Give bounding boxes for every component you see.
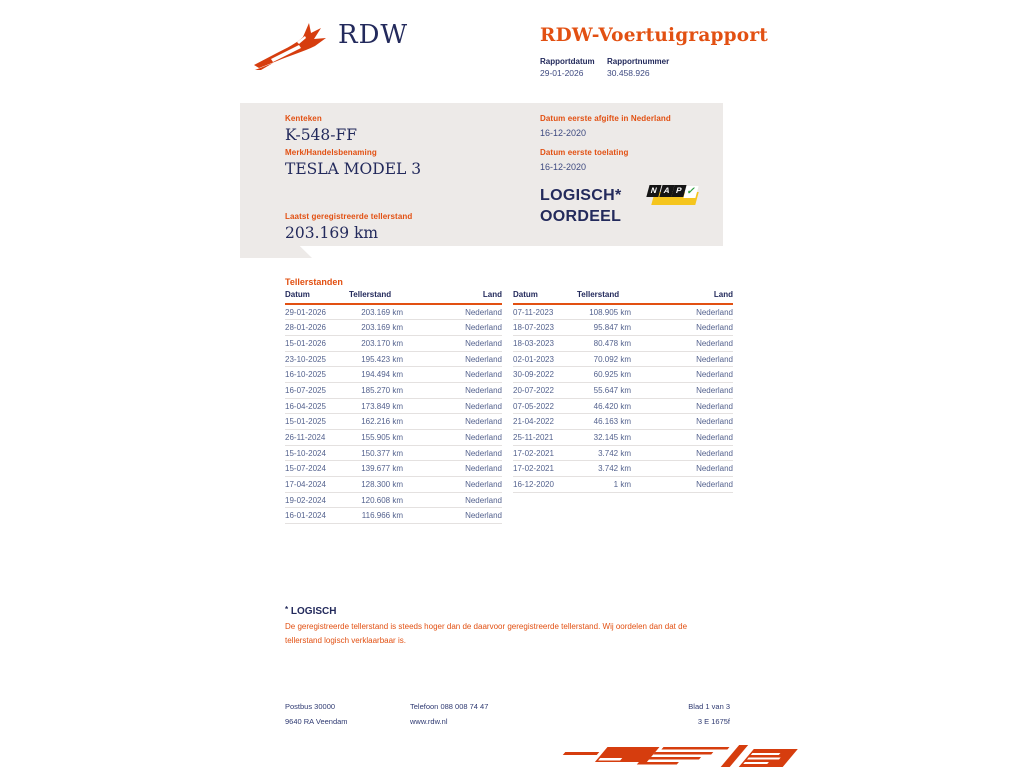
kenteken-label: Kenteken: [285, 114, 322, 123]
table-row: [513, 398, 733, 414]
table-row: [285, 414, 502, 430]
cell-tellerstand: 55.647 km: [577, 382, 669, 398]
cell-land: Nederland: [669, 414, 733, 430]
merk-label: Merk/Handelsbenaming: [285, 148, 377, 157]
footnote-text: De geregistreerde tellerstand is steeds hoger dan de daarvoor geregistreerde tellerstand. Wij oordelen dan dat de tellerstand logisch verklaarbaar is.: [285, 622, 688, 645]
report-date-value: 29-01-2026: [540, 68, 584, 78]
footer-page-info: [530, 699, 730, 729]
cell-land: Nederland: [669, 445, 733, 461]
cell-land: Nederland: [441, 367, 502, 383]
cell-tellerstand: 46.420 km: [577, 398, 669, 414]
cell-land: Nederland: [441, 461, 502, 477]
table-row: [285, 351, 502, 367]
cell-datum: 29-01-2026: [285, 304, 349, 320]
cell-tellerstand: 3.742 km: [577, 461, 669, 477]
footnote-title: [285, 605, 336, 617]
cell-tellerstand: 46.163 km: [577, 414, 669, 430]
cell-land: Nederland: [669, 367, 733, 383]
nap-letter-a: A: [659, 185, 674, 197]
cell-land: Nederland: [669, 304, 733, 320]
cell-tellerstand: 203.169 km: [349, 304, 441, 320]
cell-datum: 19-02-2024: [285, 492, 349, 508]
cell-land: Nederland: [441, 445, 502, 461]
table-row: [513, 335, 733, 351]
cell-datum: 18-03-2023: [513, 335, 577, 351]
table-row: [285, 445, 502, 461]
footnote-title-text: LOGISCH: [290, 606, 337, 617]
cell-datum: 20-07-2022: [513, 382, 577, 398]
cell-datum: 15-07-2024: [285, 461, 349, 477]
cell-datum: 17-02-2021: [513, 445, 577, 461]
cell-datum: 15-10-2024: [285, 445, 349, 461]
cell-land: Nederland: [441, 508, 502, 524]
cell-land: Nederland: [441, 492, 502, 508]
merk-value: TESLA MODEL 3: [285, 160, 422, 178]
cell-land: Nederland: [441, 430, 502, 446]
rdw-wing-logo: [253, 18, 335, 70]
cell-land: Nederland: [669, 477, 733, 493]
table-row: [285, 461, 502, 477]
table-row: [285, 398, 502, 414]
table-row: [285, 304, 502, 320]
eerste-afgifte-value: 16-12-2020: [540, 128, 587, 138]
cell-land: Nederland: [669, 461, 733, 477]
table-row: [285, 320, 502, 336]
footer-contact: [410, 699, 488, 729]
oordeel-line2: OORDEEL: [540, 208, 622, 225]
column-header-land: Land: [441, 290, 502, 304]
table-row: [513, 477, 733, 493]
cell-land: Nederland: [441, 398, 502, 414]
column-header-datum: Datum: [285, 290, 349, 304]
table-row: [285, 492, 502, 508]
table-row: [513, 351, 733, 367]
footer-address: [285, 699, 348, 729]
cell-tellerstand: 95.847 km: [577, 320, 669, 336]
cell-land: Nederland: [441, 335, 502, 351]
footer-address-line1: Postbus 30000: [285, 702, 336, 711]
cell-datum: 23-10-2025: [285, 351, 349, 367]
cell-tellerstand: 128.300 km: [349, 477, 441, 493]
cell-datum: 02-01-2023: [513, 351, 577, 367]
footer-website-link[interactable]: www.rdw.nl: [410, 717, 448, 726]
cell-datum: 15-01-2025: [285, 414, 349, 430]
cell-datum: 16-10-2025: [285, 367, 349, 383]
cell-datum: 07-05-2022: [513, 398, 577, 414]
cell-datum: 25-11-2021: [513, 430, 577, 446]
cell-tellerstand: 1 km: [577, 477, 669, 493]
table-row: [513, 461, 733, 477]
cell-tellerstand: 162.216 km: [349, 414, 441, 430]
cell-land: Nederland: [441, 320, 502, 336]
mileage-table-left: [285, 290, 502, 524]
cell-tellerstand: 195.423 km: [349, 351, 441, 367]
cell-datum: 26-11-2024: [285, 430, 349, 446]
table-row: [513, 430, 733, 446]
nap-logo: [646, 183, 700, 209]
cell-land: Nederland: [669, 398, 733, 414]
page-title: RDW-Voertuigrapport: [540, 25, 769, 46]
cell-tellerstand: 32.145 km: [577, 430, 669, 446]
cell-datum: 16-01-2024: [285, 508, 349, 524]
cell-datum: 16-04-2025: [285, 398, 349, 414]
cell-datum: 30-09-2022: [513, 367, 577, 383]
tellerstanden-section-title: Tellerstanden: [285, 277, 343, 287]
cell-tellerstand: 139.677 km: [349, 461, 441, 477]
oordeel-line1: LOGISCH*: [540, 187, 622, 204]
rdw-logo-text: RDW: [338, 20, 409, 50]
table-row: [285, 430, 502, 446]
cell-datum: 18-07-2023: [513, 320, 577, 336]
cell-tellerstand: 155.905 km: [349, 430, 441, 446]
table-row: [513, 367, 733, 383]
cell-land: Nederland: [669, 320, 733, 336]
report-date-label: Rapportdatum: [540, 57, 595, 66]
cell-tellerstand: 80.478 km: [577, 335, 669, 351]
cell-datum: 15-01-2026: [285, 335, 349, 351]
cell-tellerstand: 194.494 km: [349, 367, 441, 383]
oordeel-text: [540, 185, 622, 227]
cell-tellerstand: 116.966 km: [349, 508, 441, 524]
cell-land: Nederland: [669, 430, 733, 446]
table-row: [285, 367, 502, 383]
column-header-tellerstand: Tellerstand: [577, 290, 669, 304]
table-header-row: [513, 290, 733, 304]
footer-form-code: 3 E 1675f: [697, 717, 730, 726]
footer-address-line2: 9640 RA Veendam: [285, 717, 348, 726]
table-row: [285, 335, 502, 351]
table-row: [285, 477, 502, 493]
cell-tellerstand: 185.270 km: [349, 382, 441, 398]
cell-tellerstand: 108.905 km: [577, 304, 669, 320]
column-header-tellerstand: Tellerstand: [349, 290, 441, 304]
cell-tellerstand: 70.092 km: [577, 351, 669, 367]
bottom-stripes-graphic: [546, 744, 808, 768]
table-row: [513, 304, 733, 320]
cell-datum: 17-04-2024: [285, 477, 349, 493]
report-number-value: 30.458.926: [607, 68, 650, 78]
cell-datum: 16-12-2020: [513, 477, 577, 493]
cell-land: Nederland: [441, 477, 502, 493]
footer-phone: Telefoon 088 008 74 47: [410, 702, 489, 711]
report-number-label: Rapportnummer: [607, 57, 670, 66]
table-row: [285, 382, 502, 398]
cell-datum: 07-11-2023: [513, 304, 577, 320]
footnote-asterisk: *: [285, 605, 289, 614]
eerste-toelating-label: Datum eerste toelating: [540, 148, 629, 157]
cell-land: Nederland: [441, 351, 502, 367]
cell-land: Nederland: [669, 335, 733, 351]
table-header-row: [285, 290, 502, 304]
cell-tellerstand: 60.925 km: [577, 367, 669, 383]
cell-datum: 16-07-2025: [285, 382, 349, 398]
nap-check-icon: ✓: [683, 186, 698, 198]
cell-datum: 17-02-2021: [513, 461, 577, 477]
table-row: [513, 414, 733, 430]
cell-land: Nederland: [441, 382, 502, 398]
nap-letter-p: P: [671, 185, 686, 197]
mileage-table-right: [513, 290, 733, 493]
eerste-toelating-value: 16-12-2020: [540, 162, 587, 172]
cell-tellerstand: 120.608 km: [349, 492, 441, 508]
laatste-tellerstand-label: Laatst geregistreerde tellerstand: [285, 212, 413, 221]
cell-tellerstand: 203.169 km: [349, 320, 441, 336]
table-row: [513, 320, 733, 336]
cell-datum: 21-04-2022: [513, 414, 577, 430]
cell-tellerstand: 150.377 km: [349, 445, 441, 461]
eerste-afgifte-label: Datum eerste afgifte in Nederland: [540, 114, 671, 123]
nap-letter-n: N: [646, 185, 661, 197]
table-row: [285, 508, 502, 524]
table-row: [513, 445, 733, 461]
cell-land: Nederland: [441, 304, 502, 320]
cell-land: Nederland: [669, 382, 733, 398]
laatste-tellerstand-value: 203.169 km: [285, 224, 379, 242]
cell-land: Nederland: [441, 414, 502, 430]
vehicle-summary-card: [240, 103, 723, 246]
column-header-land: Land: [669, 290, 733, 304]
cell-tellerstand: 173.849 km: [349, 398, 441, 414]
cell-land: Nederland: [669, 351, 733, 367]
card-tail-shape: [240, 246, 312, 258]
cell-tellerstand: 203.170 km: [349, 335, 441, 351]
cell-tellerstand: 3.742 km: [577, 445, 669, 461]
column-header-datum: Datum: [513, 290, 577, 304]
kenteken-value: K-548-FF: [285, 126, 358, 144]
footer-page-number: Blad 1 van 3: [688, 702, 730, 711]
table-row: [513, 382, 733, 398]
cell-datum: 28-01-2026: [285, 320, 349, 336]
